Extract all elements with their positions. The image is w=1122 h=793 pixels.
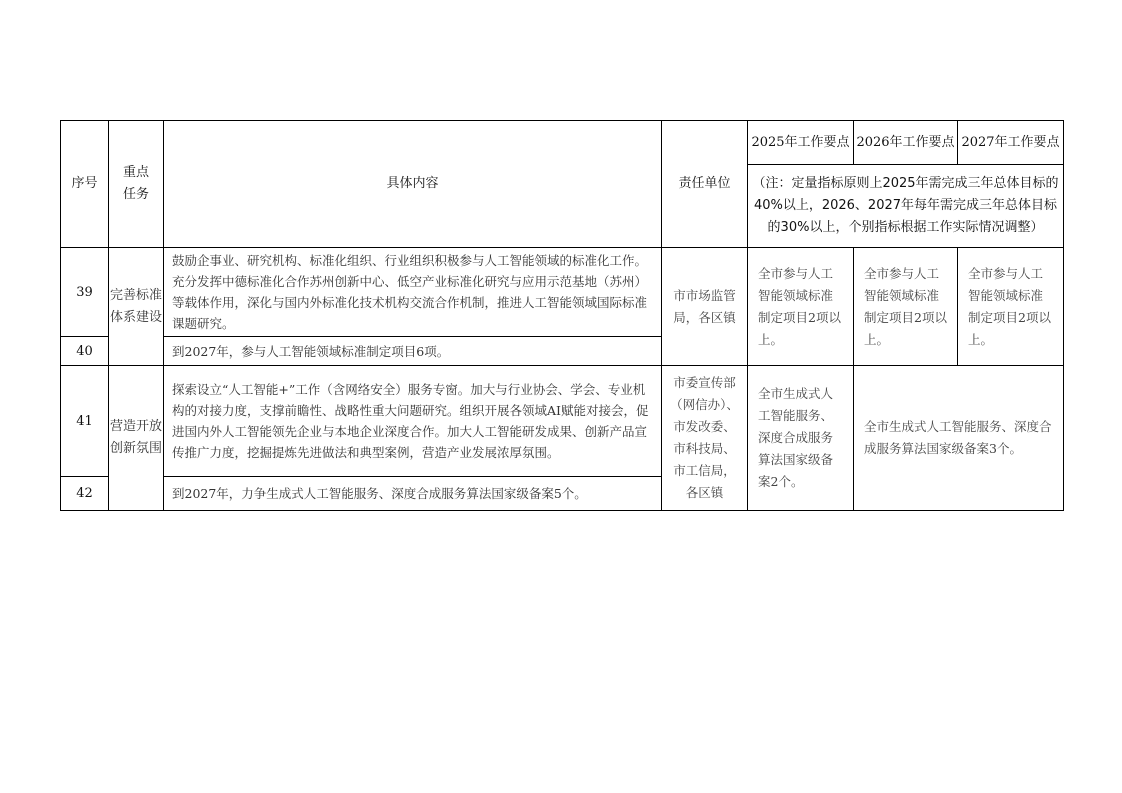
plan-2025-group1: 全市参与人工智能领域标准制定项目2项以上。 [748, 248, 854, 366]
plan-2026-group1: 全市参与人工智能领域标准制定项目2项以上。 [854, 248, 958, 366]
header-note: （注：定量指标原则上2025年需完成三年总体目标的40%以上，2026、2027年每年需完成三年总体目标的30%以上，个别指标根据工作实际情况调整） [748, 165, 1064, 248]
task-open-innovation: 营造开放创新氛围 [109, 366, 164, 511]
row-seq-42: 42 [61, 477, 109, 511]
header-2025: 2025年工作要点 [748, 121, 854, 165]
plan-2026-2027-group2: 全市生成式人工智能服务、深度合成服务算法国家级备案3个。 [854, 366, 1064, 511]
plan-2025-group2: 全市生成式人工智能服务、深度合成服务算法国家级备案2个。 [748, 366, 854, 511]
plan-2027-group1: 全市参与人工智能领域标准制定项目2项以上。 [958, 248, 1064, 366]
header-seq: 序号 [61, 121, 109, 248]
work-plan-table [60, 120, 1064, 511]
header-2027: 2027年工作要点 [958, 121, 1064, 165]
header-unit: 责任单位 [662, 121, 748, 248]
header-2026: 2026年工作要点 [854, 121, 958, 165]
row-seq-40: 40 [61, 337, 109, 366]
header-content: 具体内容 [164, 121, 662, 248]
header-task: 重点任务 [109, 121, 164, 248]
task-standard-system: 完善标准体系建设 [109, 248, 164, 366]
content-41: 探索设立“人工智能+”工作（含网络安全）服务专窗。加大与行业协会、学会、专业机构的对接力度，支撑前瞻性、战略性重大问题研究。组织开展各领域AI赋能对接会，促进国内外人工智能领先企业与本地企业深度合作。加大人工智能研发成果、创新产品宣传推广力度，挖掘提炼先进做法和典型案例，营造产业发展浓厚氛围。 [164, 366, 662, 477]
unit-group1: 市市场监管局，各区镇 [662, 248, 748, 366]
row-seq-39: 39 [61, 248, 109, 337]
content-42: 到2027年，力争生成式人工智能服务、深度合成服务算法国家级备案5个。 [164, 477, 662, 511]
content-40: 到2027年，参与人工智能领域标准制定项目6项。 [164, 337, 662, 366]
content-39: 鼓励企事业、研究机构、标准化组织、行业组织积极参与人工智能领域的标准化工作。充分发挥中德标准化合作苏州创新中心、低空产业标准化研究与应用示范基地（苏州）等载体作用，深化与国内外标准化技术机构交流合作机制，推进人工智能领域国际标准课题研究。 [164, 248, 662, 337]
row-seq-41: 41 [61, 366, 109, 477]
unit-group2: 市委宣传部（网信办）、市发改委、市科技局、市工信局，各区镇 [662, 366, 748, 511]
